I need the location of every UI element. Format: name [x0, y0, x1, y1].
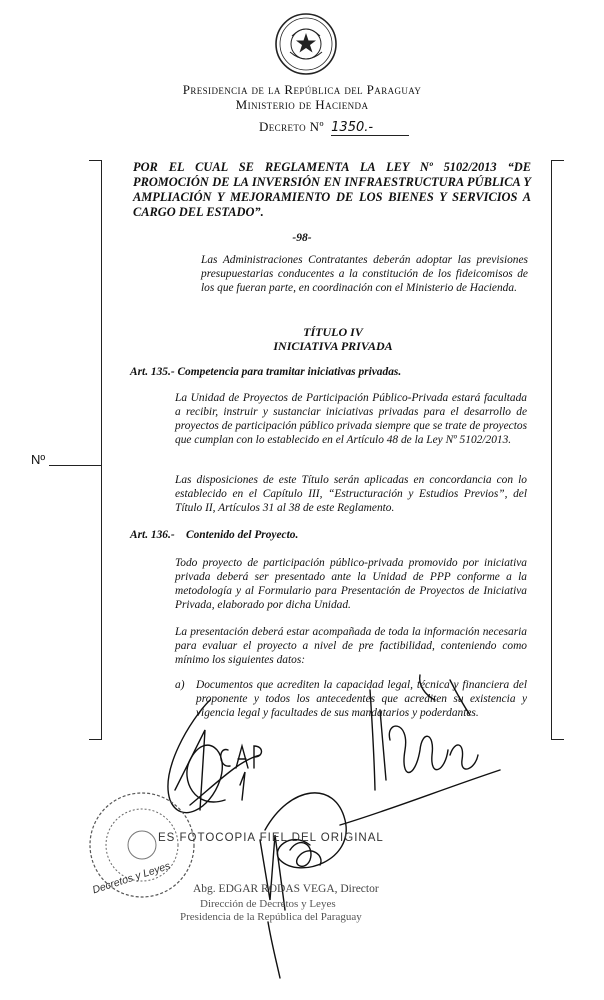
intro-paragraph: Las Administraciones Contratantes deberán adoptar las previsiones presupuestarias conducentes a la constitución de los fideicomisos de los que fueran parte, en coordinación con el Ministerio de Hacienda.	[201, 254, 528, 294]
stamp-line-2: Dirección de Decretos y Leyes	[200, 898, 336, 910]
left-bracket	[89, 160, 102, 740]
presidency-heading: Presidencia de la República del Paraguay	[182, 82, 422, 97]
decree-title: POR EL CUAL SE REGLAMENTA LA LEY Nº 5102/2013 “DE PROMOCIÓN DE LA INVERSIÓN EN INFRAESTRUCTURA PÚBLICA Y AMPLIACIÓN Y MEJORAMIENTO DE LOS BIENES Y SERVICIOS A CARGO DEL ESTADO”.	[133, 160, 531, 219]
art136-heading-text: Contenido del Proyecto.	[186, 529, 299, 541]
stamp-line-3: Presidencia de la República del Paraguay	[180, 911, 362, 923]
item-a-text: Documentos que acrediten la capacidad legal, técnica y financiera del proponente y todos los antecedentes que acrediten su existencia y vigencia legal y facultades de sus mandatarios y poderdantes.	[196, 679, 527, 719]
decreto-number: 1350.-	[331, 120, 409, 136]
art135-heading: Art. 135.- Competencia para tramitar iniciativas privadas.	[130, 366, 402, 378]
stamp-director-name: Abg. EDGAR RODAS VEGA, Director	[193, 883, 379, 895]
margin-number-label: Nº	[31, 452, 46, 467]
right-bracket	[551, 160, 564, 740]
art136-heading-number: Art. 136.-	[130, 529, 175, 541]
decreto-row	[259, 119, 409, 136]
margin-number-line	[49, 465, 101, 466]
art136-paragraph-2: La presentación deberá estar acompañada de toda la información necesaria para evaluar el proyecto a nivel de pre factibilidad, conteniendo como mínimo los siguientes datos:	[175, 626, 527, 666]
ministry-heading: Ministerio de Hacienda	[235, 97, 369, 112]
art136-paragraph-1: Todo proyecto de participación público-privada promovido por iniciativa privada deberá ser presentado ante la Unidad de PPP conforme a la metodología y al Formulario para Presentación de Proyectos de Iniciativa Privada, elaborado por dicha Unidad.	[175, 557, 527, 611]
signatures-icon	[150, 660, 570, 980]
stamp-copy-text: ES FOTOCOPIA FIEL DEL ORIGINAL	[158, 832, 384, 844]
titulo-name: INICIATIVA PRIVADA	[273, 339, 393, 353]
stamp-seal-text: Decretos y Leyes	[91, 859, 172, 897]
art135-paragraph-1: La Unidad de Proyectos de Participación Público-Privada estará facultada a recibir, instruir y sustanciar iniciativas privadas para el desarrollo de proyectos de participación público privada siempre que se trate de proyectos que cumplan con lo establecido en el Artículo 48 de la Ley Nº 5102/2013.	[175, 392, 527, 446]
item-a-label: a)	[175, 679, 185, 691]
titulo-number: TÍTULO IV	[303, 325, 363, 339]
national-seal-icon	[274, 12, 338, 76]
decreto-label: Decreto Nº	[259, 119, 324, 134]
art135-paragraph-2: Las disposiciones de este Título serán aplicadas en concordancia con lo establecido en el Capítulo III, “Estructuración y Estudios Previos”, del Título II, Artículos 31 al 38 de este Reglamento.	[175, 474, 527, 514]
page-number: -98-	[292, 232, 312, 244]
